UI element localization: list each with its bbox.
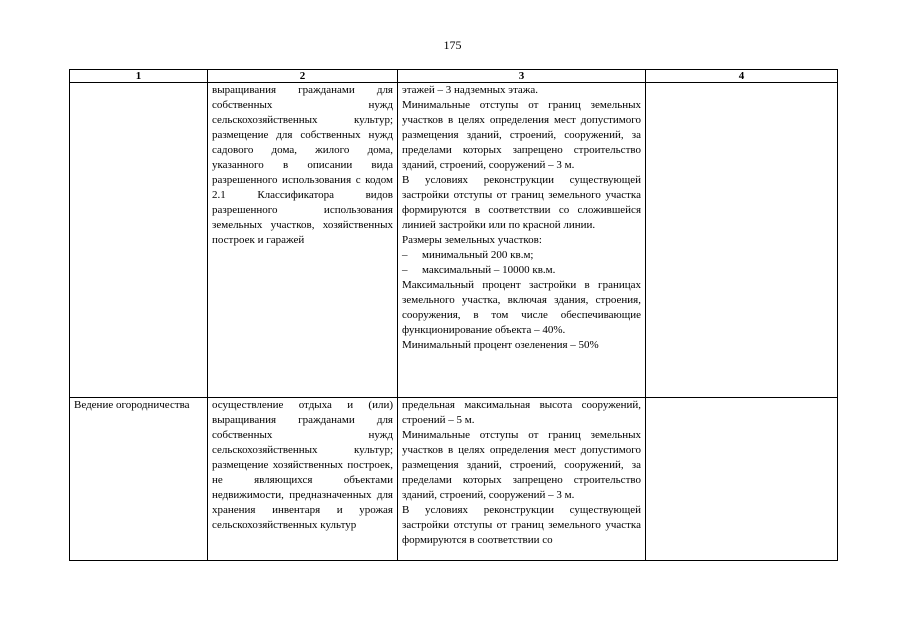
list-marker: – — [402, 264, 408, 276]
row2-param-paragraph: Минимальные отступы от границ земельных участков в целях определения мест допустимого размещения зданий, строений, сооружений, за пределами которых запрещено строительство зданий, строений, сооружений – 3 м. — [402, 429, 641, 501]
list-item — [402, 248, 641, 263]
list-item-text: минимальный 200 кв.м; — [422, 249, 534, 261]
header-col-2: 2 — [208, 70, 398, 83]
header-col-3: 3 — [398, 70, 646, 83]
table-row — [70, 83, 838, 398]
row1-param-paragraph: В условиях реконструкции существующей застройки отступы от границ земельного участка формируются в соответствии со сложившейся линией застройки или по красной линии. — [402, 174, 641, 231]
row2-use-name: Ведение огородничества — [70, 398, 208, 561]
row2-use-description: осуществление отдыха и (или) выращивания гражданами для собственных нужд сельскохозяйственных культур; размещение хозяйственных построек, не являющихся объектами недвижимости, предназначенных для хранения инвентаря и урожая сельскохозяйственных культур — [208, 398, 398, 561]
row1-use-name — [70, 83, 208, 398]
row1-param-paragraph: Размеры земельных участков: — [402, 234, 542, 246]
row1-param-paragraph: Минимальный процент озеленения – 50% — [402, 339, 599, 351]
table-row — [70, 398, 838, 561]
row1-param-paragraph: Минимальные отступы от границ земельных участков в целях определения мест допустимого размещения зданий, строений, сооружений, за пределами которых запрещено строительство зданий, строений, сооружений – 3 м. — [402, 99, 641, 171]
regulations-table — [69, 69, 838, 561]
row1-parameters — [398, 83, 646, 398]
list-item — [402, 263, 641, 278]
row1-use-description: выращивания гражданами для собственных нужд сельскохозяйственных культур; размещение для собственных нужд садового дома, жилого дома, указанного в описании вида разрешенного использования с кодом 2.1 Классификатора видов разрешенного использования земельных участков, хозяйственных построек и гаражей — [208, 83, 398, 398]
row1-notes — [646, 83, 838, 398]
table-header-row — [70, 70, 838, 83]
row2-parameters — [398, 398, 646, 561]
header-col-4: 4 — [646, 70, 838, 83]
page-number: 175 — [443, 38, 462, 52]
header-col-1: 1 — [70, 70, 208, 83]
list-marker: – — [402, 249, 408, 261]
row2-param-paragraph: предельная максимальная высота сооружений, строений – 5 м. — [402, 399, 641, 426]
row2-param-paragraph: В условиях реконструкции существующей застройки отступы от границ земельного участка формируются в соответствии со — [402, 504, 641, 546]
list-item-text: максимальный – 10000 кв.м. — [422, 264, 556, 276]
row1-param-paragraph: этажей – 3 надземных этажа. — [402, 84, 539, 96]
row1-param-paragraph: Максимальный процент застройки в границах земельного участка, включая здания, строения, сооружения, в том числе обеспечивающие функционирование объекта – 40%. — [402, 279, 641, 336]
row2-notes — [646, 398, 838, 561]
